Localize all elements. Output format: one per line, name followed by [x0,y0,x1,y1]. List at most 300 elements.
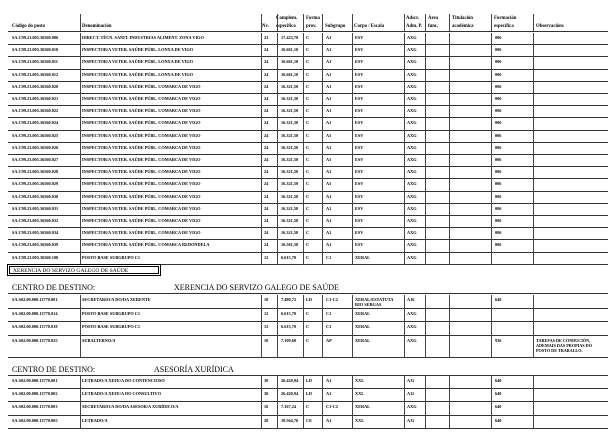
cell-compl: 7.109,60 [281,337,297,343]
cell-forma: C [306,242,310,248]
cell-code: SA.C99.23.005.36560.031 [12,205,59,211]
cell-niv: 24 [264,205,269,211]
header-codigo: Código do posto [12,24,46,29]
cell-corpo: ESV [355,193,364,199]
cell-forma: C [306,157,310,162]
cell-name: SECRETARIO/A DO/DA ASESOR/A XURÍDICO/A [82,404,179,410]
cell-form: 640 [495,404,502,410]
column-divider [352,295,353,358]
cell-forma: LD [306,297,312,302]
row-rule [8,388,608,389]
row-rule [8,178,608,179]
cell-forma: C [306,120,310,126]
column-divider [303,376,304,429]
cell-form: 006 [495,193,502,199]
row-rule [8,142,608,143]
table-row [0,242,615,249]
cell-adscr: AXG [407,120,417,126]
table-row [0,297,615,307]
cell-forma: C [306,404,310,410]
header-compl: Complem. [276,16,298,21]
cell-adscr: AXG [407,35,417,40]
row-rule [8,69,608,70]
column-divider [491,376,492,429]
centre-rule-1 [8,293,608,294]
column-divider [491,295,492,358]
cell-compl: 16.321,50 [281,144,299,150]
cell-code: SA.C99.23.005.36560.026 [12,144,59,150]
header-column-divider [404,14,405,31]
cell-forma: C [306,59,310,65]
column-divider [277,376,278,429]
cell-niv: 24 [264,83,269,89]
header-forma: Forma [306,16,320,21]
cell-niv: 12 [264,324,269,329]
cell-code: SA.C99.23.005.36560.027 [12,157,59,162]
cell-compl: 16.661,10 [281,47,299,53]
cell-code: SA.C99.23.005.36560.028 [12,169,59,175]
cell-compl: 16.661,10 [281,71,299,77]
cell-sub: A1 [326,59,332,65]
cell-compl: 16.321,50 [281,181,299,187]
cell-compl: 17.423,70 [281,35,299,40]
cell-sub: C1 [326,254,332,260]
cell-form: 006 [495,169,502,175]
header-compl2: específico [276,24,296,29]
centre-rule-2 [8,375,608,376]
cell-sub: A1 [326,391,332,397]
cell-code: SA.C99.23.005.36560.100 [12,254,59,260]
cell-code: SA.C99.23.005.36560.021 [12,96,59,101]
cell-forma: C [306,218,310,223]
cell-forma: C [306,96,310,101]
cell-name: INSPECTOR/A VETER. SAÚDE PÚBL. COMARCA DE VIGO [82,108,201,114]
row-rule [8,227,608,228]
cell-niv: 24 [264,108,269,114]
cell-niv: 24 [264,120,269,126]
cell-code: SA.S02.00.000.13770.005 [12,417,58,423]
cell-compl: 26.420,94 [281,391,299,397]
cell-corpo: XERAL [355,310,371,316]
cell-code: SA.C99.23.005.36560.025 [12,132,59,138]
cell-form: 006 [495,35,502,40]
cell-adscr: AXG [407,59,417,65]
row-rule [8,428,608,429]
cell-sub: A1 [326,83,332,89]
cell-corpo: ESV [355,47,364,53]
cell-corpo: ESV [355,83,364,89]
cell-code: SA.C99.23.005.36560.029 [12,181,59,187]
cell-niv: 24 [264,144,269,150]
cell-niv: 10 [264,337,269,343]
row-rule [8,357,608,358]
cell-form: 640 [495,391,502,397]
table-row [0,133,615,140]
cell-name: INSPECTOR/A VETER. SAÚDE PÚBL. COMARCA DE VIGO [82,169,201,175]
cell-code: SA.S02.00.000.13770.003 [12,404,58,410]
column-divider [322,33,323,265]
table-row [0,418,615,425]
cell-compl: 16.321,50 [281,120,299,126]
row-rule [8,105,608,106]
cell-corpo: XERAL/ESTATUTA [355,297,394,302]
cell-form: 006 [495,108,502,114]
cell-name: INSPECTOR/A VETER. SAÚDE PÚBL. LONXA DE VIGO [82,47,194,53]
cell-form: 006 [495,218,502,223]
cell-form: 006 [495,157,502,162]
column-divider [352,376,353,429]
cell-name: SUBALTERNO/A [82,337,116,343]
cell-form: 640 [495,417,502,423]
cell-form: 640 [495,378,502,383]
header-formacion2: específica [494,24,514,29]
cell-corpo: ESV [355,169,364,175]
centre-name-1: XERENCIA DO SERVIZO GALEGO DE SAÚDE [174,283,339,292]
cell-sub: A1 [326,417,332,423]
header-observacions: Observacións [536,24,564,29]
cell-form: 006 [495,132,502,138]
header-column-divider [491,14,492,31]
cell-adscr: AXG [407,324,417,329]
cell-code: SA.C99.23.005.36560.022 [12,108,59,114]
column-divider [491,33,492,265]
row-rule [8,252,608,253]
cell-compl: 7.167,24 [281,404,297,410]
table-row [0,391,615,398]
cell-forma: C [306,310,310,316]
cell-niv: 24 [264,193,269,199]
cell-form: 006 [495,59,502,65]
header-forma2: prov. [306,24,317,29]
cell-compl: 16.321,50 [281,96,299,101]
cell-form: 006 [495,47,502,53]
table-row [0,84,615,91]
row-rule [8,117,608,118]
header-column-divider [80,14,81,31]
column-divider [303,33,304,265]
header-column-divider [425,14,426,31]
cell-forma: C [306,83,310,89]
table-row [0,255,615,262]
row-rule [8,166,608,167]
cell-code: SA.C99.23.005.36560.034 [12,230,59,236]
cell-forma: C [306,71,310,77]
cell-forma: C [306,205,310,211]
cell-adscr: AXG [407,310,417,316]
cell-compl: 16.321,50 [281,157,299,162]
column-divider [277,295,278,358]
cell-observacions: TAREFAS DE CONDUCIÓN, ADEMAIS DAS PROPIAS DO POSTO DE TRABALLO. [536,337,592,353]
header-denominacion: Denominación [82,24,112,29]
cell-niv: 18 [264,297,269,302]
row-rule [8,321,608,322]
table-row [0,218,615,225]
cell-corpo: ESV [355,144,364,150]
column-divider [425,33,426,265]
table-row [0,169,615,176]
cell-name: INSPECTOR/A VETER. SAÚDE PÚBL. COMARCA DE VIGO [82,157,201,162]
table-row [0,157,615,164]
cell-code: SA.S02.00.000.13770.001 [12,378,58,383]
cell-adscr: AXG [407,254,417,260]
cell-compl: 18.564,76 [281,417,299,423]
cell-code: SA.C99.23.005.36560.030 [12,193,59,199]
cell-sub: C1 [326,324,332,329]
header-area: Área [428,16,439,21]
row-rule [8,335,608,336]
cell-form: 006 [495,205,502,211]
cell-code: SA.C99.23.005.36560.020 [12,83,59,89]
header-column-divider [449,14,450,31]
cell-compl: 6.615,70 [281,254,297,260]
cell-forma: C [306,47,310,53]
cell-forma: C [306,132,310,138]
cell-form: 006 [495,83,502,89]
cell-forma: C [306,324,310,329]
cell-sub: A1 [326,120,332,126]
table-row [0,181,615,188]
cell-sub: C1-C2 [326,404,338,410]
cell-name: POSTO BASE SUBGRUPO C1 [82,254,141,260]
header-titulacion2: académica [452,24,474,29]
cell-form: 006 [495,71,502,77]
cell-compl: 6.615,70 [281,324,297,329]
column-divider [322,376,323,429]
header-titulacion: Titulación [452,16,473,21]
cell-sub: A1 [326,132,332,138]
cell-corpo: ESV [355,181,364,187]
column-divider [261,33,262,265]
column-divider [404,295,405,358]
header-rule [8,31,608,32]
cell-corpo: XERAL [355,404,371,410]
cell-name: INSPECTOR/A VETER. SAÚDE PÚBL. LONXA DE VIGO [82,71,194,77]
cell-sub: A1 [326,193,332,199]
cell-corpo: XERAL [355,337,371,343]
row-rule [8,154,608,155]
cell-forma: C [306,108,310,114]
cell-name: POSTO BASE SUBGRUPO C1 [82,324,141,329]
row-rule [8,239,608,240]
column-divider [322,295,323,358]
column-divider [80,295,81,358]
column-divider [449,376,450,429]
column-divider [425,376,426,429]
cell-corpo: ESV [355,205,364,211]
cell-sub: A1 [326,71,332,77]
cell-compl: 16.321,50 [281,108,299,114]
column-divider [352,33,353,265]
cell-compl: 16.321,50 [281,218,299,223]
table-row [0,206,615,213]
cell-adscr: AXG [407,404,417,410]
cell-niv: 16 [264,404,269,410]
cell-compl: 16.321,50 [281,230,299,236]
cell-corpo: ESV [355,120,364,126]
cell-niv: 24 [264,96,269,101]
cell-form: 640 [495,297,502,302]
cell-corpo: ESV [355,157,364,162]
header-column-divider [533,14,534,31]
row-rule [8,56,608,57]
cell-forma: LD [306,378,312,383]
column-divider [261,295,262,358]
cell-sub: A1 [326,230,332,236]
cell-code: SA.C99.23.005.36560.039 [12,242,59,248]
column-divider [80,33,81,265]
table-row [0,230,615,237]
header-niv: Nv. [262,24,269,29]
cell-form: 006 [495,120,502,126]
cell-adscr: AXG [407,71,417,77]
cell-compl: 16.321,50 [281,193,299,199]
cell-niv: 24 [264,181,269,187]
cell-name: LETRADO/A XEFE/A DO CONSULTIVO [82,391,161,397]
cell-name: INSPECTOR/A VETER. SAÚDE PÚBL. COMARCA DE VIGO [82,96,201,101]
row-rule [8,130,608,131]
cell-compl: 16.561,50 [281,242,299,248]
row-rule [8,203,608,204]
cell-niv: 28 [264,417,269,423]
cell-compl: 16.321,50 [281,132,299,138]
column-divider [404,33,405,265]
cell-code: SA.C99.23.005.36560.006 [12,35,59,40]
cell-adscr: AXG [407,144,417,150]
table-row [0,311,615,318]
section-box-title: XERENCIA DO SERVIZO GALEGO DE SAÚDE [9,266,159,274]
cell-corpo: XXL [355,417,365,423]
cell-name: SECRETARIO/A DO/DA XERENTE [82,297,151,302]
cell-adscr: AXG [407,181,417,187]
cell-adscr: AXG [407,108,417,114]
cell-corpo: ESV [355,59,364,65]
column-divider [80,376,81,429]
column-divider [261,376,262,429]
cell-adscr: A11 [407,417,415,423]
cell-niv: 24 [264,218,269,223]
cell-niv: 30 [264,391,269,397]
cell-corpo: XERAL [355,254,371,260]
cell-name: INSPECTOR/A VETER. SAÚDE PÚBL. COMARCA DE VIGO [82,132,201,138]
cell-sub: A1 [326,96,332,101]
column-divider [303,295,304,358]
column-divider [449,295,450,358]
header-column-divider [277,14,278,31]
table-row [0,404,615,411]
cell-name: INSPECTOR/A VETER. SAÚDE PÚBL. COMARCA DE VIGO [82,144,201,150]
cell-corpo: ESV [355,230,364,236]
cell-name: INSPECTOR/A VETER. SAÚDE PÚBL. COMARCA DE VIGO [82,218,201,223]
cell-sub: A1 [326,35,332,40]
table-row [0,324,615,331]
cell-name: LETRADO/A XEFE/A DO CONTENCIOSO [82,378,165,383]
cell-forma: C [306,169,310,175]
cell-name: INSPECTOR/A VETER. SAÚDE PÚBL. COMARCA REDONDELA [82,242,210,248]
cell-forma: CE [306,417,312,423]
cell-compl: 16.321,50 [281,205,299,211]
table-row [0,194,615,201]
cell-forma: C [306,35,310,40]
cell-name: INSPECTOR/A VETER. SAÚDE PÚBL. COMARCA DE VIGO [82,181,201,187]
cell-form: 006 [495,181,502,187]
cell-code: SA.S02.00.000.13770.001 [12,297,58,302]
cell-code: SA.C99.23.005.36560.012 [12,71,59,77]
cell-adscr: AXG [407,132,417,138]
column-divider [533,295,534,358]
cell-sub: C1-C2 [326,297,338,302]
cell-forma: C [306,337,310,343]
cell-compl: 26.420,94 [281,378,299,383]
cell-name: INSPECTOR/A VETER. SAÚDE PÚBL. COMARCA DE VIGO [82,230,201,236]
column-divider [533,33,534,265]
cell-forma: C [306,254,310,260]
cell-sub: C1 [326,310,332,316]
column-divider [425,295,426,358]
cell-corpo: ESV [355,218,364,223]
cell-name: INSPECTOR/A VETER. SAÚDE PÚBL. COMARCA DE VIGO [82,83,201,89]
table-row [0,145,615,152]
table-row [0,35,615,42]
table-row [0,96,615,103]
cell-compl: 7.480,72 [281,297,297,302]
column-divider [277,33,278,265]
cell-name: DIRECT. TÉCN. SANIT. INDUSTRIAS ALIMENT. ZONA VIGO [82,35,204,40]
table-row [0,337,615,353]
cell-corpo: ESV [355,132,364,138]
cell-corpo: XERAL [355,324,371,329]
cell-form: 006 [495,242,502,248]
table-row [0,108,615,115]
cell-niv: 24 [264,169,269,175]
cell-sub: A1 [326,144,332,150]
header-area2: func. [428,24,439,29]
cell-niv: 24 [264,230,269,236]
header-adscr: Adscr. [406,16,420,21]
cell-forma: C [306,230,310,236]
cell-code: SA.S02.00.000.13770.018 [12,324,58,329]
cell-name: POSTO BASE SUBGRUPO C1 [82,310,141,316]
row-rule [8,308,608,309]
cell-corpo: XXL [355,391,365,397]
column-divider [449,33,450,265]
cell-niv: 23 [264,35,269,40]
cell-compl: 6.615,70 [281,310,297,316]
cell-adscr: AXG [407,193,417,199]
cell-niv: 24 [264,59,269,65]
cell-niv: 30 [264,378,269,383]
header-subgrupo: Subgrupo [325,24,346,29]
cell-adscr: A11 [407,391,415,397]
cell-code: SA.S02.00.000.13770.002 [12,391,58,397]
row-rule [8,415,608,416]
table-row [0,378,615,385]
cell-adscr: AXG [407,157,417,162]
cell-sub: A1 [326,378,332,383]
cell-adscr: AXG [407,96,417,101]
cell-forma: C [306,193,310,199]
centre-label-2: CENTRO DE DESTINO: [12,365,96,374]
cell-name: INSPECTOR/A VETER. SAÚDE PÚBL. COMARCA DE VIGO [82,205,201,211]
cell-adscr: AXG [407,337,417,343]
cell-niv: 24 [264,71,269,77]
header-column-divider [352,14,353,31]
table-row [0,47,615,54]
row-rule [8,264,608,265]
cell-niv: 24 [264,242,269,248]
cell-corpo: ESV [355,35,364,40]
cell-code: SA.S02.00.000.13770.014 [12,310,58,316]
cell-form: 006 [495,144,502,150]
